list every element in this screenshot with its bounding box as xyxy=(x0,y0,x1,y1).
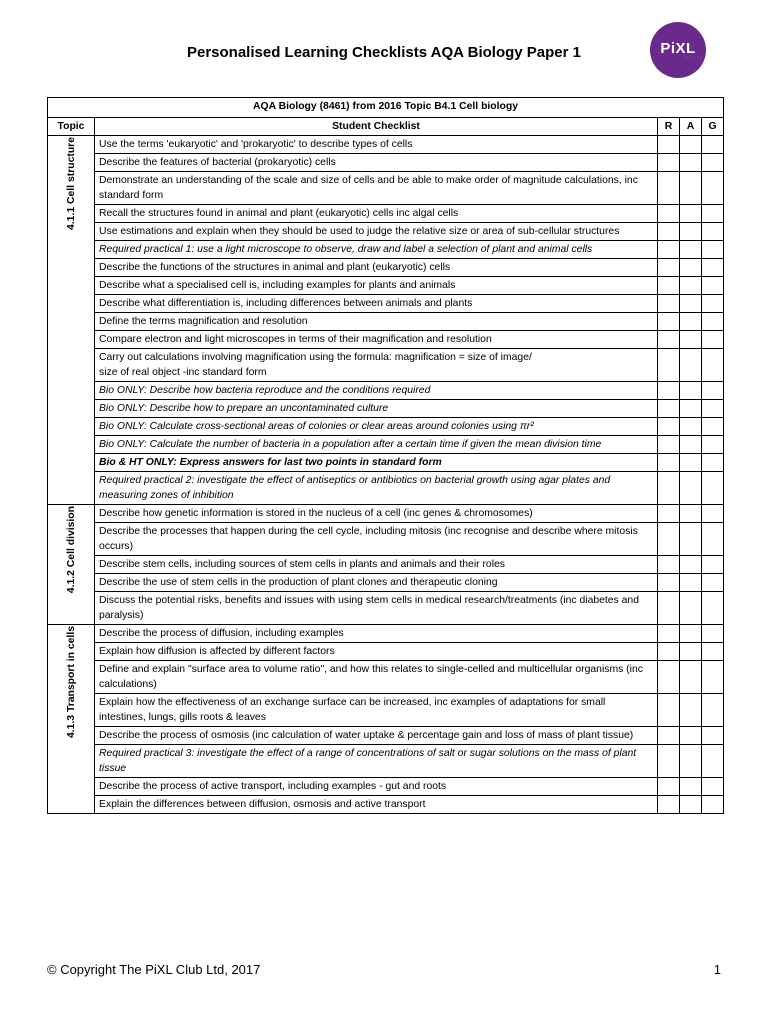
rag-a-cell[interactable] xyxy=(680,625,702,643)
topic-label: 4.1.3 Transport in cells xyxy=(65,626,77,739)
checklist-row xyxy=(48,727,724,745)
rag-a-cell[interactable] xyxy=(680,727,702,745)
rag-g-cell[interactable] xyxy=(702,796,724,814)
rag-a-cell[interactable] xyxy=(680,241,702,259)
g-header: G xyxy=(702,118,724,136)
rag-g-cell[interactable] xyxy=(702,382,724,400)
checklist-row xyxy=(48,136,724,154)
checklist-item: Bio ONLY: Describe how to prepare an uncontaminated culture xyxy=(95,400,658,418)
checklist-row xyxy=(48,592,724,625)
rag-a-cell[interactable] xyxy=(680,400,702,418)
checklist-item: Describe the use of stem cells in the production of plant clones and therapeutic cloning xyxy=(95,574,658,592)
rag-a-cell[interactable] xyxy=(680,694,702,727)
checklist-item: Discuss the potential risks, benefits and issues with using stem cells in medical research/treatments (inc diabetes and paralysis) xyxy=(95,592,658,625)
rag-g-cell[interactable] xyxy=(702,241,724,259)
rag-g-cell[interactable] xyxy=(702,592,724,625)
checklist-row xyxy=(48,556,724,574)
logo-subtext: Science xyxy=(683,55,703,61)
checklist-row xyxy=(48,331,724,349)
checklist-item: Compare electron and light microscopes in terms of their magnification and resolution xyxy=(95,331,658,349)
rag-g-cell[interactable] xyxy=(702,136,724,154)
checklist-item: Required practical 1: use a light microscope to observe, draw and label a selection of plant and animal cells xyxy=(95,241,658,259)
rag-r-cell[interactable] xyxy=(658,796,680,814)
checklist-row xyxy=(48,241,724,259)
checklist-row xyxy=(48,277,724,295)
checklist-item: Bio ONLY: Calculate cross-sectional areas of colonies or clear areas around colonies using πr² xyxy=(95,418,658,436)
rag-a-cell[interactable] xyxy=(680,382,702,400)
checklist-item: Bio ONLY: Describe how bacteria reproduce and the conditions required xyxy=(95,382,658,400)
rag-a-cell[interactable] xyxy=(680,277,702,295)
rag-g-cell[interactable] xyxy=(702,523,724,556)
pixl-logo xyxy=(650,22,706,78)
rag-a-cell[interactable] xyxy=(680,643,702,661)
checklist-item: Describe the features of bacterial (prokaryotic) cells xyxy=(95,154,658,172)
rag-g-cell[interactable] xyxy=(702,400,724,418)
rag-a-cell[interactable] xyxy=(680,295,702,313)
rag-g-cell[interactable] xyxy=(702,661,724,694)
checklist-row xyxy=(48,436,724,454)
rag-r-cell[interactable] xyxy=(658,574,680,592)
checklist-item: Describe how genetic information is stored in the nucleus of a cell (inc genes & chromosomes) xyxy=(95,505,658,523)
checklist-item: Demonstrate an understanding of the scale and size of cells and be able to make order of magnitude calculations, inc standard form xyxy=(95,172,658,205)
checklist-item: Bio ONLY: Calculate the number of bacteria in a population after a certain time if given the mean division time xyxy=(95,436,658,454)
rag-a-cell[interactable] xyxy=(680,574,702,592)
logo-text: PiXL xyxy=(660,40,696,57)
rag-r-cell[interactable] xyxy=(658,382,680,400)
rag-r-cell[interactable] xyxy=(658,454,680,472)
checklist-item: Describe the process of active transport, including examples - gut and roots xyxy=(95,778,658,796)
checklist-row xyxy=(48,349,724,382)
checklist-item: Use the terms 'eukaryotic' and 'prokaryotic' to describe types of cells xyxy=(95,136,658,154)
rag-g-cell[interactable] xyxy=(702,154,724,172)
rag-g-cell[interactable] xyxy=(702,205,724,223)
checklist-item: Required practical 3: investigate the effect of a range of concentrations of salt or sugar solutions on the mass of plant tissue xyxy=(95,745,658,778)
topic-header: Topic xyxy=(48,118,95,136)
rag-a-cell[interactable] xyxy=(680,778,702,796)
checklist-row xyxy=(48,172,724,205)
rag-r-cell[interactable] xyxy=(658,643,680,661)
rag-r-cell[interactable] xyxy=(658,592,680,625)
rag-a-cell[interactable] xyxy=(680,661,702,694)
rag-g-cell[interactable] xyxy=(702,778,724,796)
topic-cell xyxy=(48,625,95,814)
rag-r-cell[interactable] xyxy=(658,313,680,331)
topic-cell xyxy=(48,136,95,505)
rag-a-cell[interactable] xyxy=(680,472,702,505)
rag-a-cell[interactable] xyxy=(680,436,702,454)
rag-a-cell[interactable] xyxy=(680,349,702,382)
page-number: 1 xyxy=(713,962,721,977)
rag-g-cell[interactable] xyxy=(702,418,724,436)
rag-r-cell[interactable] xyxy=(658,205,680,223)
checklist-item: Required practical 2: investigate the effect of antiseptics or antibiotics on bacterial growth using agar plates and measuring zones of inhibition xyxy=(95,472,658,505)
topic-label: 4.1.2 Cell division xyxy=(65,506,77,594)
rag-g-cell[interactable] xyxy=(702,259,724,277)
topic-label: 4.1.1 Cell structure xyxy=(65,137,77,230)
rag-r-cell[interactable] xyxy=(658,523,680,556)
rag-r-cell[interactable] xyxy=(658,154,680,172)
checklist-header: Student Checklist xyxy=(95,118,658,136)
rag-g-cell[interactable] xyxy=(702,505,724,523)
rag-r-cell[interactable] xyxy=(658,778,680,796)
checklist-item: Describe what a specialised cell is, including examples for plants and animals xyxy=(95,277,658,295)
rag-a-cell[interactable] xyxy=(680,223,702,241)
rag-r-cell[interactable] xyxy=(658,259,680,277)
rag-g-cell[interactable] xyxy=(702,295,724,313)
rag-r-cell[interactable] xyxy=(658,556,680,574)
checklist-row xyxy=(48,574,724,592)
checklist-row xyxy=(48,400,724,418)
checklist-row xyxy=(48,382,724,400)
checklist-item: Bio & HT ONLY: Express answers for last two points in standard form xyxy=(95,454,658,472)
page-title: Personalised Learning Checklists AQA Biology Paper 1 xyxy=(186,44,581,61)
rag-g-cell[interactable] xyxy=(702,172,724,205)
checklist-row xyxy=(48,313,724,331)
rag-a-cell[interactable] xyxy=(680,418,702,436)
checklist-row xyxy=(48,796,724,814)
rag-r-cell[interactable] xyxy=(658,241,680,259)
rag-a-cell[interactable] xyxy=(680,592,702,625)
checklist-item: Explain how the effectiveness of an exchange surface can be increased, inc examples of adaptations for small intestines, lungs, gills roots & leaves xyxy=(95,694,658,727)
rag-a-cell[interactable] xyxy=(680,313,702,331)
checklist-item: Define and explain "surface area to volume ratio", and how this relates to single-celled and multicellular organisms (inc calculations) xyxy=(95,661,658,694)
rag-g-cell[interactable] xyxy=(702,472,724,505)
checklist-item: Describe the functions of the structures in animal and plant (eukaryotic) cells xyxy=(95,259,658,277)
checklist-item: Describe the process of osmosis (inc calculation of water uptake & percentage gain and loss of mass of plant tissue) xyxy=(95,727,658,745)
checklist-row xyxy=(48,154,724,172)
checklist-item: Describe stem cells, including sources of stem cells in plants and animals and their roles xyxy=(95,556,658,574)
rag-g-cell[interactable] xyxy=(702,277,724,295)
rag-r-cell[interactable] xyxy=(658,349,680,382)
checklist-row xyxy=(48,505,724,523)
rag-g-cell[interactable] xyxy=(702,727,724,745)
r-header: R xyxy=(658,118,680,136)
rag-a-cell[interactable] xyxy=(680,505,702,523)
rag-a-cell[interactable] xyxy=(680,154,702,172)
rag-g-cell[interactable] xyxy=(702,556,724,574)
rag-a-cell[interactable] xyxy=(680,556,702,574)
rag-a-cell[interactable] xyxy=(680,259,702,277)
rag-r-cell[interactable] xyxy=(658,745,680,778)
copyright: © Copyright The PiXL Club Ltd, 2017 xyxy=(47,962,261,977)
rag-a-cell[interactable] xyxy=(680,331,702,349)
checklist-item: Describe what differentiation is, including differences between animals and plants xyxy=(95,295,658,313)
rag-a-cell[interactable] xyxy=(680,205,702,223)
rag-a-cell[interactable] xyxy=(680,523,702,556)
checklist-row xyxy=(48,223,724,241)
rag-r-cell[interactable] xyxy=(658,331,680,349)
topic-cell xyxy=(48,505,95,625)
checklist-item: Explain how diffusion is affected by different factors xyxy=(95,643,658,661)
rag-g-cell[interactable] xyxy=(702,313,724,331)
rag-g-cell[interactable] xyxy=(702,574,724,592)
rag-a-cell[interactable] xyxy=(680,745,702,778)
rag-g-cell[interactable] xyxy=(702,436,724,454)
rag-r-cell[interactable] xyxy=(658,418,680,436)
checklist-row xyxy=(48,259,724,277)
rag-r-cell[interactable] xyxy=(658,727,680,745)
rag-a-cell[interactable] xyxy=(680,796,702,814)
checklist-item: Describe the process of diffusion, including examples xyxy=(95,625,658,643)
checklist-row xyxy=(48,694,724,727)
checklist-row xyxy=(48,745,724,778)
checklist-row xyxy=(48,643,724,661)
checklist-row xyxy=(48,523,724,556)
rag-g-cell[interactable] xyxy=(702,625,724,643)
rag-r-cell[interactable] xyxy=(658,505,680,523)
table-caption: AQA Biology (8461) from 2016 Topic B4.1 Cell biology xyxy=(48,98,724,118)
checklist-row xyxy=(48,295,724,313)
checklist-item: Recall the structures found in animal and plant (eukaryotic) cells inc algal cells xyxy=(95,205,658,223)
rag-g-cell[interactable] xyxy=(702,349,724,382)
checklist-row xyxy=(48,625,724,643)
rag-r-cell[interactable] xyxy=(658,400,680,418)
rag-r-cell[interactable] xyxy=(658,472,680,505)
rag-r-cell[interactable] xyxy=(658,223,680,241)
rag-a-cell[interactable] xyxy=(680,136,702,154)
checklist-row xyxy=(48,205,724,223)
rag-r-cell[interactable] xyxy=(658,661,680,694)
checklist-item: Use estimations and explain when they should be used to judge the relative size or area of sub-cellular structures xyxy=(95,223,658,241)
rag-a-cell[interactable] xyxy=(680,172,702,205)
checklist-table xyxy=(47,97,724,814)
checklist-item: Describe the processes that happen during the cell cycle, including mitosis (inc recognise and describe where mitosis occurs) xyxy=(95,523,658,556)
rag-r-cell[interactable] xyxy=(658,436,680,454)
checklist-body xyxy=(48,136,724,814)
a-header: A xyxy=(680,118,702,136)
checklist-row xyxy=(48,454,724,472)
checklist-row xyxy=(48,661,724,694)
rag-a-cell[interactable] xyxy=(680,454,702,472)
rag-r-cell[interactable] xyxy=(658,136,680,154)
checklist-item: Explain the differences between diffusion, osmosis and active transport xyxy=(95,796,658,814)
rag-r-cell[interactable] xyxy=(658,277,680,295)
checklist-item: Carry out calculations involving magnification using the formula: magnification = size of image/ size of real object -inc standard form xyxy=(95,349,658,382)
rag-g-cell[interactable] xyxy=(702,745,724,778)
rag-g-cell[interactable] xyxy=(702,331,724,349)
rag-g-cell[interactable] xyxy=(702,643,724,661)
checklist-row xyxy=(48,418,724,436)
rag-r-cell[interactable] xyxy=(658,694,680,727)
checklist-row xyxy=(48,472,724,505)
rag-r-cell[interactable] xyxy=(658,295,680,313)
rag-r-cell[interactable] xyxy=(658,625,680,643)
rag-g-cell[interactable] xyxy=(702,223,724,241)
checklist-row xyxy=(48,778,724,796)
rag-r-cell[interactable] xyxy=(658,172,680,205)
checklist-item: Define the terms magnification and resolution xyxy=(95,313,658,331)
rag-g-cell[interactable] xyxy=(702,694,724,727)
rag-g-cell[interactable] xyxy=(702,454,724,472)
